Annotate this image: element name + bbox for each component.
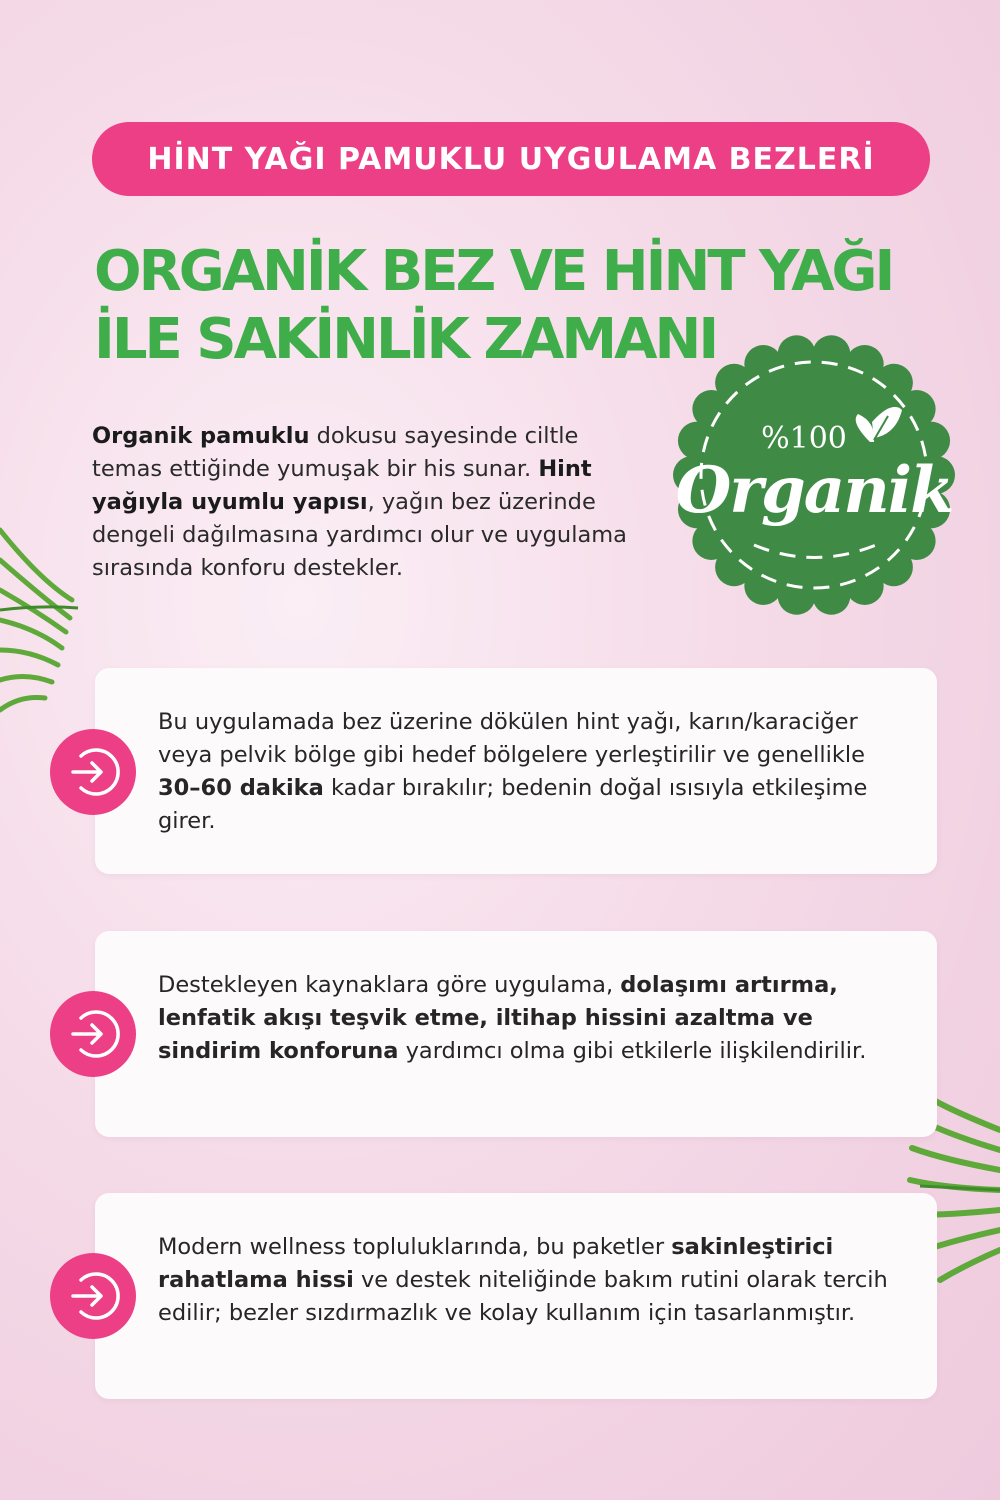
card-3-text-a: Modern wellness topluluklarında, bu paketler [158, 1234, 672, 1260]
info-card-2 [95, 931, 937, 1137]
seal-main-text: Organik [675, 453, 953, 528]
card-3-text-b: ve destek niteliğinde bakım rutini olarak tercih edilir; bezler sızdırmazlık ve kolay kullanım için tasarlanmıştır. [158, 1267, 888, 1326]
card-2-text-b: yardımcı olma gibi etkilerle ilişkilendirilir. [398, 1038, 867, 1064]
headline-line-2: İLE SAKİNLİK ZAMANI [94, 307, 717, 372]
title-banner: HİNT YAĞI PAMUKLU UYGULAMA BEZLERİ [92, 122, 930, 196]
organic-seal-badge [664, 330, 964, 620]
intro-text-2: , yağın bez üzerinde dengeli dağılmasına yardımcı olur ve uygulama sırasında konforu destekler. [92, 489, 627, 581]
intro-text-1: dokusu sayesinde ciltle temas ettiğinde yumuşak bir his sunar. [92, 423, 579, 482]
card-2-text-a: Destekleyen kaynaklara göre uygulama, [158, 972, 621, 998]
arrow-right-icon [65, 1268, 121, 1324]
card-1-bold: 30–60 dakika [158, 775, 324, 801]
card-3-text [158, 1231, 913, 1330]
arrow-button-1[interactable] [50, 729, 136, 815]
intro-paragraph [92, 420, 652, 585]
card-1-text [158, 706, 913, 838]
arrow-button-2[interactable] [50, 991, 136, 1077]
arrow-button-3[interactable] [50, 1253, 136, 1339]
seal-top-text: %100 [761, 421, 847, 456]
arrow-right-icon [65, 744, 121, 800]
info-card-1 [95, 668, 937, 874]
headline-line-1: ORGANİK BEZ VE HİNT YAĞI [94, 239, 893, 304]
card-2-text [158, 969, 913, 1068]
intro-bold-1: Organik pamuklu [92, 423, 310, 449]
intro-bold-2: Hint yağıyla uyumlu yapısı [92, 456, 592, 515]
card-1-text-a: Bu uygulamada bez üzerine dökülen hint yağı, karın/karaciğer veya pelvik bölge gibi hedef bölgelere yerleştirilir ve genellikle [158, 709, 866, 768]
card-1-text-b: kadar bırakılır; bedenin doğal ısısıyla etkileşime girer. [158, 775, 868, 834]
card-3-bold: sakinleştirici rahatlama hissi [158, 1234, 834, 1293]
arrow-right-icon [65, 1006, 121, 1062]
card-2-bold: dolaşımı artırma, lenfatik akışı teşvik etme, iltihap hissini azaltma ve sindirim konforuna [158, 972, 838, 1064]
info-card-3 [95, 1193, 937, 1399]
palm-leaf-left-icon [0, 500, 80, 730]
